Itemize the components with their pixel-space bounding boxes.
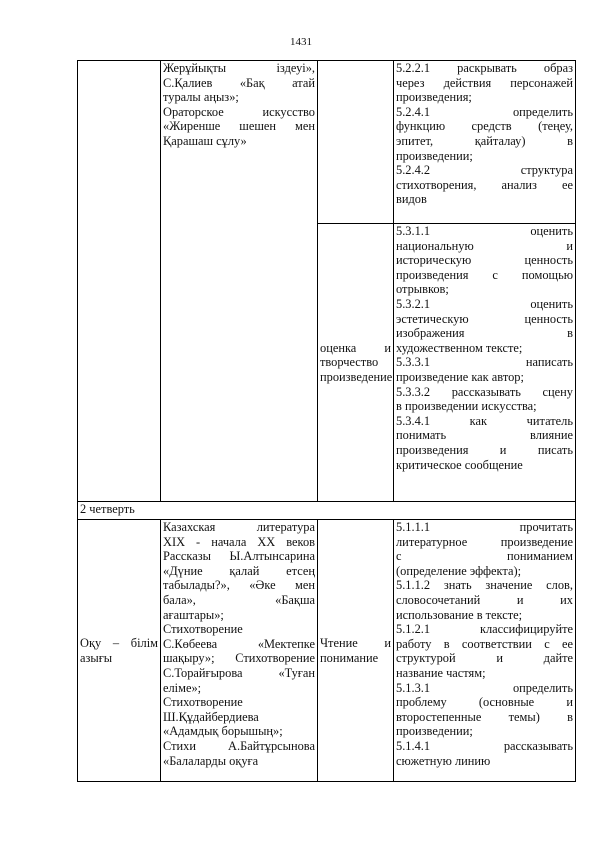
cell-line: произведение как автор; [396, 369, 524, 384]
cell-line: шақыру»; Стихотворение [163, 651, 315, 666]
cell-lines [396, 224, 573, 472]
cell-line: произведения и писать [396, 442, 573, 457]
cell-line: 5.1.3.1 определить [396, 680, 573, 695]
cell-line: (определение эффекта); [396, 563, 522, 578]
cell-lines [396, 61, 573, 207]
cell-line: с пониманием [396, 549, 573, 564]
cell-line: Қарашаш сұлу» [163, 133, 247, 148]
cell-line: произведении; [396, 724, 473, 739]
cell-line: название частям; [396, 665, 486, 680]
cell-line: отрывков; [396, 282, 449, 297]
literature-cell [161, 61, 318, 502]
cell-line: С.Көбеева «Мектепке [163, 636, 315, 651]
cell-line: азығы [80, 650, 113, 665]
cell-line: стихотворения, анализ ее [396, 177, 573, 192]
cell-line: произведения с помощью [396, 267, 573, 282]
cell-line: 5.1.1.1 прочитать [396, 520, 573, 534]
cell-line: понимание [320, 650, 379, 665]
cell-line: Стихи А.Байтұрсынова [163, 738, 315, 753]
curriculum-table [77, 60, 576, 782]
cell-line: работу в соответствии с ее [396, 636, 573, 651]
quarter-label: 2 четверть [78, 502, 576, 520]
cell-line: С.Қалиев «Бақ атай [163, 75, 315, 90]
cell-line: художественном тексте; [396, 340, 523, 355]
cell-line: Ш.Құдайбердиева [163, 709, 259, 724]
cell-line: Чтение и [320, 635, 391, 650]
cell-line: 5.3.2.1 оценить [396, 296, 573, 311]
cell-line: «Дүние қалай етсең [163, 563, 315, 578]
cell-line: С.Торайғырова «Туған [163, 665, 315, 680]
cell-line: историческую ценность [396, 253, 573, 268]
topic-cell-empty [78, 61, 161, 502]
cell-line: 5.2.2.1 раскрывать образ [396, 61, 573, 75]
cell-line: 5.1.1.2 знать значение слов, [396, 578, 573, 593]
cell-line: бала», «Бақша [163, 592, 315, 607]
cell-line: XIX - начала XX веков [163, 534, 315, 549]
cell-line: сюжетную линию [396, 753, 491, 768]
cell-line: видов [396, 192, 427, 207]
cell-line: 5.3.3.1 написать [396, 355, 573, 370]
skill-cell-empty [318, 61, 394, 224]
skill-cell [318, 520, 394, 782]
objectives-cell [394, 520, 576, 782]
cell-line: проблему (основные и [396, 695, 573, 710]
cell-line: еліме»; [163, 680, 202, 695]
cell-line: литературное произведение [396, 534, 573, 549]
cell-line: оценка и [320, 340, 391, 355]
cell-line: через действия персонажей [396, 75, 573, 90]
cell-line: произведения; [396, 90, 472, 105]
cell-line: произведении; [396, 148, 473, 163]
cell-line: 5.2.4.1 определить [396, 104, 573, 119]
table-row [78, 520, 576, 782]
cell-line: второстепенные темы) в [396, 709, 573, 724]
cell-lines [163, 520, 315, 768]
cell-lines [320, 636, 391, 665]
cell-line: ағаштары»; [163, 607, 224, 622]
cell-line: 5.1.2.1 классифицируйте [396, 622, 573, 637]
cell-line: изображения в [396, 326, 573, 341]
cell-line: Стихотворение [163, 622, 243, 637]
cell-line: Казахская литература [163, 520, 315, 534]
cell-line: «Адамдық борышың»; [163, 724, 283, 739]
cell-line: Ораторское искусство [163, 104, 315, 119]
cell-line: функцию средств (теңеу, [396, 119, 573, 134]
cell-line: в произведении искусства; [396, 399, 537, 414]
cell-line: Рассказы Ы.Алтынсарина [163, 549, 315, 564]
cell-lines [396, 520, 573, 768]
cell-line: понимать влияние [396, 428, 573, 443]
cell-line: эстетическую ценность [396, 311, 573, 326]
cell-line: 5.1.4.1 рассказывать [396, 738, 573, 753]
page-number: 1431 [290, 36, 312, 48]
cell-line: словосочетаний и их [396, 592, 573, 607]
cell-line: Стихотворение [163, 695, 243, 710]
quarter-row [78, 502, 576, 520]
cell-line: Оқу – білім [80, 635, 158, 650]
cell-line: 5.3.1.1 оценить [396, 224, 573, 238]
objectives-cell [394, 61, 576, 224]
cell-line: использование в тексте; [396, 607, 523, 622]
cell-line: 5.3.4.1 как читатель [396, 413, 573, 428]
cell-lines [80, 636, 158, 665]
cell-line: творчество [320, 355, 379, 370]
cell-line: табылады?», «Әке мен [163, 578, 315, 593]
skill-cell [318, 224, 394, 502]
cell-line: «Балаларды оқуға [163, 753, 259, 768]
topic-cell [78, 520, 161, 782]
cell-line: 5.2.4.2 структура [396, 163, 573, 178]
literature-cell [161, 520, 318, 782]
cell-lines [320, 341, 391, 385]
objectives-cell [394, 224, 576, 502]
cell-line: произведение [320, 369, 393, 384]
cell-line: эпитет, қайталау) в [396, 133, 573, 148]
table-row [78, 61, 576, 224]
cell-line: структурой и дайте [396, 651, 573, 666]
cell-line: «Жиренше шешен мен [163, 119, 315, 134]
cell-line: туралы аңыз»; [163, 90, 239, 105]
cell-line: национальную и [396, 238, 573, 253]
cell-lines [163, 61, 315, 149]
cell-line: Жерұйықты іздеуі», [163, 61, 315, 75]
cell-line: 5.3.3.2 рассказывать сцену [396, 384, 573, 399]
cell-line: критическое сообщение [396, 457, 523, 472]
